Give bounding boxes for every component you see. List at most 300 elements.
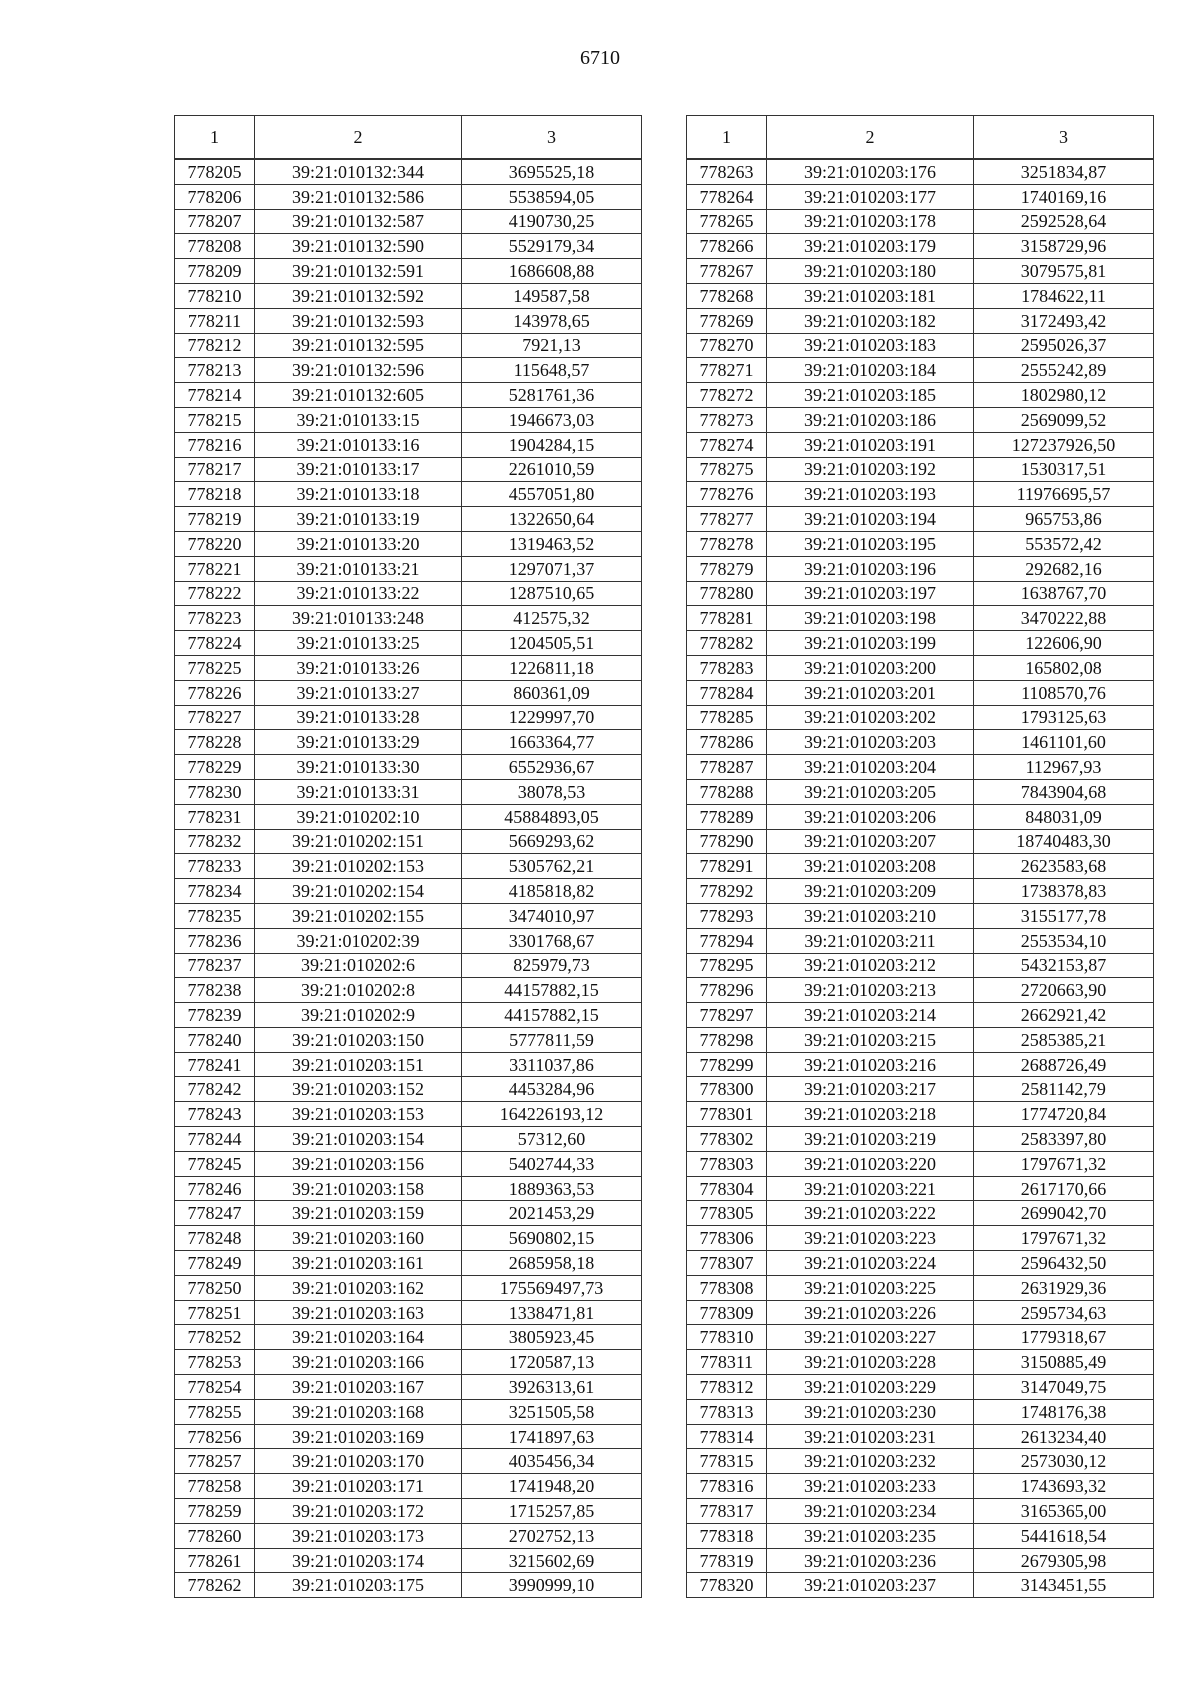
cadastral-number: 39:21:010203:217 <box>767 1077 974 1102</box>
row-number: 778250 <box>175 1275 255 1300</box>
cadastral-value: 2613234,40 <box>974 1424 1154 1449</box>
row-number: 778235 <box>175 903 255 928</box>
cadastral-value: 5441618,54 <box>974 1523 1154 1548</box>
row-number: 778212 <box>175 333 255 358</box>
table-row <box>175 1573 642 1598</box>
cadastral-number: 39:21:010202:9 <box>255 1003 462 1028</box>
table-row <box>175 333 642 358</box>
cadastral-number: 39:21:010133:21 <box>255 556 462 581</box>
cadastral-number: 39:21:010203:168 <box>255 1399 462 1424</box>
row-number: 778223 <box>175 606 255 631</box>
cadastral-value: 2720663,90 <box>974 978 1154 1003</box>
cadastral-value: 5281761,36 <box>462 383 642 408</box>
row-number: 778276 <box>687 482 767 507</box>
cadastral-value: 175569497,73 <box>462 1275 642 1300</box>
cadastral-value: 3926313,61 <box>462 1375 642 1400</box>
cadastral-number: 39:21:010203:211 <box>767 928 974 953</box>
table-row <box>687 531 1154 556</box>
table-row <box>175 953 642 978</box>
cadastral-number: 39:21:010203:221 <box>767 1176 974 1201</box>
row-number: 778288 <box>687 779 767 804</box>
cadastral-number: 39:21:010202:153 <box>255 854 462 879</box>
cadastral-value: 4185818,82 <box>462 879 642 904</box>
table-row <box>175 1201 642 1226</box>
row-number: 778209 <box>175 259 255 284</box>
row-number: 778246 <box>175 1176 255 1201</box>
cadastral-number: 39:21:010132:592 <box>255 283 462 308</box>
row-number: 778289 <box>687 804 767 829</box>
cadastral-value: 1793125,63 <box>974 705 1154 730</box>
table-row <box>175 978 642 1003</box>
cadastral-number: 39:21:010133:20 <box>255 531 462 556</box>
cadastral-number: 39:21:010203:197 <box>767 581 974 606</box>
cadastral-number: 39:21:010203:207 <box>767 829 974 854</box>
cadastral-number: 39:21:010203:179 <box>767 234 974 259</box>
row-number: 778263 <box>687 159 767 184</box>
cadastral-value: 1226811,18 <box>462 655 642 680</box>
cadastral-number: 39:21:010203:150 <box>255 1027 462 1052</box>
cadastral-number: 39:21:010132:595 <box>255 333 462 358</box>
table-row <box>175 928 642 953</box>
row-number: 778216 <box>175 432 255 457</box>
cadastral-number: 39:21:010203:183 <box>767 333 974 358</box>
table-row <box>687 1052 1154 1077</box>
cadastral-value: 1229997,70 <box>462 705 642 730</box>
cadastral-number: 39:21:010133:248 <box>255 606 462 631</box>
cadastral-number: 39:21:010203:170 <box>255 1449 462 1474</box>
table-row <box>175 1350 642 1375</box>
cadastral-number: 39:21:010203:200 <box>767 655 974 680</box>
table-row <box>175 879 642 904</box>
cadastral-value: 1319463,52 <box>462 531 642 556</box>
table-row <box>175 804 642 829</box>
cadastral-value: 45884893,05 <box>462 804 642 829</box>
cadastral-number: 39:21:010203:219 <box>767 1127 974 1152</box>
cadastral-number: 39:21:010203:180 <box>767 259 974 284</box>
row-number: 778297 <box>687 1003 767 1028</box>
row-number: 778227 <box>175 705 255 730</box>
cadastral-number: 39:21:010203:202 <box>767 705 974 730</box>
row-number: 778313 <box>687 1399 767 1424</box>
table-row <box>687 209 1154 234</box>
cadastral-value: 2555242,89 <box>974 358 1154 383</box>
row-number: 778286 <box>687 730 767 755</box>
cadastral-value: 1108570,76 <box>974 680 1154 705</box>
row-number: 778224 <box>175 631 255 656</box>
table-row <box>687 879 1154 904</box>
cadastral-number: 39:21:010203:218 <box>767 1102 974 1127</box>
row-number: 778213 <box>175 358 255 383</box>
row-number: 778242 <box>175 1077 255 1102</box>
table-row <box>687 705 1154 730</box>
table-row <box>687 804 1154 829</box>
table-row <box>175 1102 642 1127</box>
cadastral-number: 39:21:010202:10 <box>255 804 462 829</box>
row-number: 778318 <box>687 1523 767 1548</box>
table-row <box>175 259 642 284</box>
cadastral-value: 3172493,42 <box>974 308 1154 333</box>
column-header-3: 3 <box>462 116 642 160</box>
row-number: 778307 <box>687 1251 767 1276</box>
row-number: 778319 <box>687 1548 767 1573</box>
row-number: 778234 <box>175 879 255 904</box>
cadastral-number: 39:21:010203:199 <box>767 631 974 656</box>
cadastral-number: 39:21:010203:159 <box>255 1201 462 1226</box>
cadastral-number: 39:21:010203:195 <box>767 531 974 556</box>
cadastral-value: 3165365,00 <box>974 1499 1154 1524</box>
cadastral-number: 39:21:010203:230 <box>767 1399 974 1424</box>
cadastral-value: 3251834,87 <box>974 159 1154 184</box>
table-row <box>175 457 642 482</box>
cadastral-value: 2617170,66 <box>974 1176 1154 1201</box>
cadastral-value: 965753,86 <box>974 507 1154 532</box>
row-number: 778225 <box>175 655 255 680</box>
cadastral-number: 39:21:010203:192 <box>767 457 974 482</box>
cadastral-value: 115648,57 <box>462 358 642 383</box>
table-row <box>687 1523 1154 1548</box>
table-row <box>687 159 1154 184</box>
row-number: 778222 <box>175 581 255 606</box>
cadastral-number: 39:21:010203:224 <box>767 1251 974 1276</box>
row-number: 778230 <box>175 779 255 804</box>
cadastral-value: 1889363,53 <box>462 1176 642 1201</box>
cadastral-value: 2261010,59 <box>462 457 642 482</box>
column-header-1: 1 <box>687 116 767 160</box>
cadastral-number: 39:21:010203:162 <box>255 1275 462 1300</box>
table-row <box>175 1052 642 1077</box>
table-row <box>687 556 1154 581</box>
table-row <box>175 1424 642 1449</box>
cadastral-number: 39:21:010203:213 <box>767 978 974 1003</box>
cadastral-number: 39:21:010203:174 <box>255 1548 462 1573</box>
table-row <box>175 705 642 730</box>
cadastral-value: 4035456,34 <box>462 1449 642 1474</box>
row-number: 778274 <box>687 432 767 457</box>
row-number: 778232 <box>175 829 255 854</box>
row-number: 778287 <box>687 755 767 780</box>
row-number: 778282 <box>687 631 767 656</box>
row-number: 778267 <box>687 259 767 284</box>
table-row <box>175 1077 642 1102</box>
table-row <box>687 631 1154 656</box>
table-row <box>175 1151 642 1176</box>
cadastral-value: 860361,09 <box>462 680 642 705</box>
row-number: 778292 <box>687 879 767 904</box>
table-row <box>175 903 642 928</box>
cadastral-number: 39:21:010203:172 <box>255 1499 462 1524</box>
cadastral-value: 1738378,83 <box>974 879 1154 904</box>
table-row <box>175 184 642 209</box>
header-row <box>175 116 642 160</box>
cadastral-value: 2581142,79 <box>974 1077 1154 1102</box>
cadastral-number: 39:21:010202:151 <box>255 829 462 854</box>
table-row <box>175 1226 642 1251</box>
table-row <box>687 1399 1154 1424</box>
cadastral-number: 39:21:010203:177 <box>767 184 974 209</box>
table-row <box>687 978 1154 1003</box>
cadastral-value: 3147049,75 <box>974 1375 1154 1400</box>
cadastral-number: 39:21:010203:166 <box>255 1350 462 1375</box>
cadastral-number: 39:21:010203:223 <box>767 1226 974 1251</box>
cadastral-value: 18740483,30 <box>974 829 1154 854</box>
header-row <box>687 116 1154 160</box>
row-number: 778314 <box>687 1424 767 1449</box>
cadastral-value: 1779318,67 <box>974 1325 1154 1350</box>
row-number: 778218 <box>175 482 255 507</box>
cadastral-number: 39:21:010203:226 <box>767 1300 974 1325</box>
cadastral-number: 39:21:010203:154 <box>255 1127 462 1152</box>
table-row <box>175 829 642 854</box>
cadastral-value: 7921,13 <box>462 333 642 358</box>
cadastral-number: 39:21:010203:210 <box>767 903 974 928</box>
cadastral-number: 39:21:010133:31 <box>255 779 462 804</box>
table-row <box>175 581 642 606</box>
table-row <box>175 1127 642 1152</box>
cadastral-value: 2623583,68 <box>974 854 1154 879</box>
table-row <box>175 854 642 879</box>
cadastral-value: 2679305,98 <box>974 1548 1154 1573</box>
row-number: 778221 <box>175 556 255 581</box>
cadastral-number: 39:21:010133:19 <box>255 507 462 532</box>
row-number: 778303 <box>687 1151 767 1176</box>
table-row <box>175 755 642 780</box>
cadastral-number: 39:21:010133:16 <box>255 432 462 457</box>
row-number: 778240 <box>175 1027 255 1052</box>
cadastral-number: 39:21:010133:27 <box>255 680 462 705</box>
row-number: 778300 <box>687 1077 767 1102</box>
cadastral-value: 1748176,38 <box>974 1399 1154 1424</box>
cadastral-value: 5669293,62 <box>462 829 642 854</box>
cadastral-number: 39:21:010132:605 <box>255 383 462 408</box>
cadastral-number: 39:21:010203:191 <box>767 432 974 457</box>
row-number: 778304 <box>687 1176 767 1201</box>
row-number: 778305 <box>687 1201 767 1226</box>
cadastral-value: 1741948,20 <box>462 1474 642 1499</box>
row-number: 778206 <box>175 184 255 209</box>
table-row <box>687 1499 1154 1524</box>
table-row <box>687 407 1154 432</box>
cadastral-value: 1741897,63 <box>462 1424 642 1449</box>
row-number: 778284 <box>687 680 767 705</box>
table-row <box>687 755 1154 780</box>
cadastral-value: 1904284,15 <box>462 432 642 457</box>
cadastral-value: 3158729,96 <box>974 234 1154 259</box>
cadastral-value: 5402744,33 <box>462 1151 642 1176</box>
cadastral-value: 1797671,32 <box>974 1226 1154 1251</box>
row-number: 778273 <box>687 407 767 432</box>
cadastral-value: 3155177,78 <box>974 903 1154 928</box>
table-row <box>175 1548 642 1573</box>
cadastral-value: 1338471,81 <box>462 1300 642 1325</box>
cadastral-value: 1297071,37 <box>462 556 642 581</box>
table-row <box>175 1176 642 1201</box>
cadastral-value: 149587,58 <box>462 283 642 308</box>
cadastral-value: 2685958,18 <box>462 1251 642 1276</box>
cadastral-value: 1784622,11 <box>974 283 1154 308</box>
row-number: 778320 <box>687 1573 767 1598</box>
row-number: 778270 <box>687 333 767 358</box>
cadastral-number: 39:21:010203:236 <box>767 1548 974 1573</box>
cadastral-number: 39:21:010203:153 <box>255 1102 462 1127</box>
cadastral-value: 1774720,84 <box>974 1102 1154 1127</box>
cadastral-value: 1322650,64 <box>462 507 642 532</box>
table-row <box>687 457 1154 482</box>
table-row <box>687 1573 1154 1598</box>
table-row <box>175 308 642 333</box>
cadastral-number: 39:21:010133:22 <box>255 581 462 606</box>
row-number: 778215 <box>175 407 255 432</box>
cadastral-value: 2553534,10 <box>974 928 1154 953</box>
row-number: 778243 <box>175 1102 255 1127</box>
row-number: 778251 <box>175 1300 255 1325</box>
cadastral-value: 292682,16 <box>974 556 1154 581</box>
left-table <box>174 115 642 1598</box>
cadastral-number: 39:21:010203:186 <box>767 407 974 432</box>
cadastral-number: 39:21:010203:158 <box>255 1176 462 1201</box>
cadastral-value: 848031,09 <box>974 804 1154 829</box>
cadastral-number: 39:21:010203:206 <box>767 804 974 829</box>
table-row <box>687 1350 1154 1375</box>
cadastral-value: 2569099,52 <box>974 407 1154 432</box>
page-number: 6710 <box>580 47 620 69</box>
table-row <box>687 184 1154 209</box>
table-row <box>687 358 1154 383</box>
row-number: 778236 <box>175 928 255 953</box>
table-row <box>687 1176 1154 1201</box>
cadastral-value: 3470222,88 <box>974 606 1154 631</box>
cadastral-value: 2573030,12 <box>974 1449 1154 1474</box>
cadastral-number: 39:21:010203:232 <box>767 1449 974 1474</box>
row-number: 778231 <box>175 804 255 829</box>
cadastral-number: 39:21:010203:214 <box>767 1003 974 1028</box>
cadastral-value: 2702752,13 <box>462 1523 642 1548</box>
table-row <box>687 333 1154 358</box>
table-row <box>687 581 1154 606</box>
cadastral-value: 4190730,25 <box>462 209 642 234</box>
table-row <box>687 1077 1154 1102</box>
row-number: 778217 <box>175 457 255 482</box>
cadastral-number: 39:21:010202:6 <box>255 953 462 978</box>
cadastral-value: 3474010,97 <box>462 903 642 928</box>
cadastral-value: 2688726,49 <box>974 1052 1154 1077</box>
cadastral-number: 39:21:010132:593 <box>255 308 462 333</box>
cadastral-number: 39:21:010203:215 <box>767 1027 974 1052</box>
cadastral-value: 112967,93 <box>974 755 1154 780</box>
cadastral-number: 39:21:010133:28 <box>255 705 462 730</box>
row-number: 778226 <box>175 680 255 705</box>
cadastral-number: 39:21:010133:30 <box>255 755 462 780</box>
table-row <box>175 1275 642 1300</box>
cadastral-number: 39:21:010202:155 <box>255 903 462 928</box>
cadastral-number: 39:21:010132:344 <box>255 159 462 184</box>
cadastral-value: 1686608,88 <box>462 259 642 284</box>
cadastral-number: 39:21:010132:586 <box>255 184 462 209</box>
row-number: 778302 <box>687 1127 767 1152</box>
row-number: 778290 <box>687 829 767 854</box>
cadastral-number: 39:21:010203:161 <box>255 1251 462 1276</box>
row-number: 778264 <box>687 184 767 209</box>
cadastral-number: 39:21:010203:227 <box>767 1325 974 1350</box>
table-row <box>175 432 642 457</box>
table-row <box>687 1449 1154 1474</box>
cadastral-value: 44157882,15 <box>462 978 642 1003</box>
table-row <box>175 234 642 259</box>
row-number: 778254 <box>175 1375 255 1400</box>
table-row <box>687 1275 1154 1300</box>
row-number: 778249 <box>175 1251 255 1276</box>
cadastral-number: 39:21:010203:233 <box>767 1474 974 1499</box>
cadastral-value: 3301768,67 <box>462 928 642 953</box>
cadastral-number: 39:21:010203:167 <box>255 1375 462 1400</box>
row-number: 778298 <box>687 1027 767 1052</box>
cadastral-value: 2631929,36 <box>974 1275 1154 1300</box>
cadastral-value: 3143451,55 <box>974 1573 1154 1598</box>
table-row <box>175 1449 642 1474</box>
table-row <box>175 1523 642 1548</box>
table-row <box>687 1325 1154 1350</box>
cadastral-value: 2596432,50 <box>974 1251 1154 1276</box>
table-row <box>175 655 642 680</box>
cadastral-number: 39:21:010203:163 <box>255 1300 462 1325</box>
row-number: 778301 <box>687 1102 767 1127</box>
row-number: 778278 <box>687 531 767 556</box>
row-number: 778281 <box>687 606 767 631</box>
cadastral-number: 39:21:010202:8 <box>255 978 462 1003</box>
row-number: 778238 <box>175 978 255 1003</box>
cadastral-number: 39:21:010203:184 <box>767 358 974 383</box>
row-number: 778211 <box>175 308 255 333</box>
table-row <box>175 730 642 755</box>
table-row <box>687 1127 1154 1152</box>
table-row <box>175 1027 642 1052</box>
row-number: 778228 <box>175 730 255 755</box>
cadastral-value: 44157882,15 <box>462 1003 642 1028</box>
cadastral-value: 3079575,81 <box>974 259 1154 284</box>
cadastral-value: 4453284,96 <box>462 1077 642 1102</box>
row-number: 778311 <box>687 1350 767 1375</box>
table-row <box>687 1474 1154 1499</box>
table-row <box>175 507 642 532</box>
cadastral-value: 3990999,10 <box>462 1573 642 1598</box>
cadastral-number: 39:21:010203:175 <box>255 1573 462 1598</box>
table-row <box>175 1300 642 1325</box>
cadastral-value: 2699042,70 <box>974 1201 1154 1226</box>
row-number: 778208 <box>175 234 255 259</box>
cadastral-number: 39:21:010133:18 <box>255 482 462 507</box>
cadastral-value: 2583397,80 <box>974 1127 1154 1152</box>
cadastral-value: 1287510,65 <box>462 581 642 606</box>
table-row <box>687 1424 1154 1449</box>
table-row <box>687 1003 1154 1028</box>
cadastral-value: 5777811,59 <box>462 1027 642 1052</box>
cadastral-number: 39:21:010203:235 <box>767 1523 974 1548</box>
table-row <box>175 283 642 308</box>
row-number: 778214 <box>175 383 255 408</box>
row-number: 778253 <box>175 1350 255 1375</box>
table-row <box>175 482 642 507</box>
cadastral-value: 57312,60 <box>462 1127 642 1152</box>
cadastral-value: 412575,32 <box>462 606 642 631</box>
cadastral-number: 39:21:010203:203 <box>767 730 974 755</box>
cadastral-number: 39:21:010132:591 <box>255 259 462 284</box>
cadastral-number: 39:21:010203:196 <box>767 556 974 581</box>
cadastral-value: 143978,65 <box>462 308 642 333</box>
cadastral-value: 1530317,51 <box>974 457 1154 482</box>
cadastral-value: 1663364,77 <box>462 730 642 755</box>
row-number: 778205 <box>175 159 255 184</box>
cadastral-value: 1802980,12 <box>974 383 1154 408</box>
cadastral-value: 825979,73 <box>462 953 642 978</box>
